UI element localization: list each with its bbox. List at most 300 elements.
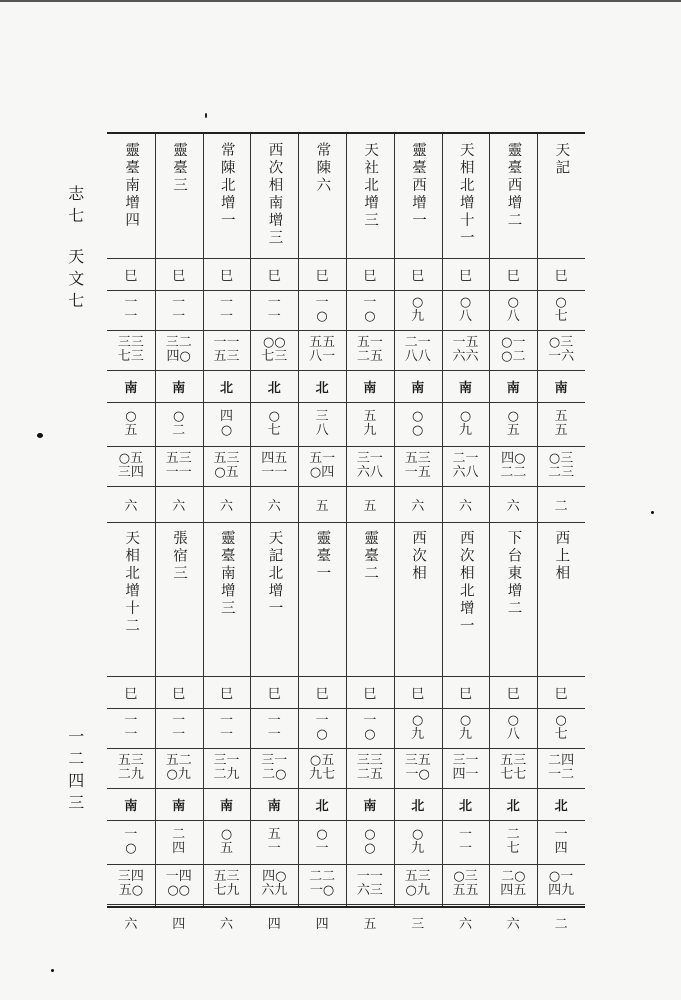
degree: ○九 [458, 713, 472, 742]
star-name: 天社北增三 [362, 142, 379, 230]
latitude-minutes-seconds-cell [442, 446, 490, 486]
star-name: 西上相 [553, 530, 570, 583]
latitude-minutes-seconds: 五三一一 [165, 451, 192, 480]
degree: 一○ [315, 713, 329, 742]
direction: 南 [411, 380, 425, 396]
minutes-seconds: 三五一○ [404, 753, 431, 782]
magnitude-cell [250, 904, 298, 940]
star-name: 靈臺西增二 [505, 142, 522, 230]
latitude-minutes-seconds-cell [107, 446, 155, 486]
direction-cell [394, 370, 442, 402]
degree-cell [107, 290, 155, 330]
direction-cell [537, 370, 585, 402]
magnitude-cell [203, 904, 251, 940]
month-mark: 巳 [219, 686, 233, 702]
magnitude-cell [442, 904, 490, 940]
star-name: 靈臺南增四 [123, 142, 140, 230]
latitude-degree-cell [203, 820, 251, 864]
magnitude-cell [155, 486, 203, 522]
direction: 北 [458, 798, 472, 814]
running-head-section: 天文七 [65, 248, 85, 314]
direction-cell [203, 370, 251, 402]
magnitude-cell [203, 486, 251, 522]
star-name-cell [489, 522, 537, 676]
star-name-cell [394, 522, 442, 676]
magnitude: 四 [315, 916, 329, 932]
degree: 一一 [124, 713, 138, 742]
direction-cell [442, 788, 490, 820]
star-name: 天記北增一 [266, 530, 283, 618]
latitude-minutes-seconds: 三四五○ [117, 869, 144, 898]
direction: 北 [554, 798, 568, 814]
degree-cell [298, 708, 346, 748]
degree: ○七 [554, 295, 568, 324]
latitude-degree: 四○ [219, 409, 233, 438]
direction-cell [155, 788, 203, 820]
magnitude-cell [107, 486, 155, 522]
latitude-minutes-seconds-cell [394, 864, 442, 904]
degree: 一○ [363, 295, 377, 324]
minutes-seconds: 五三二九 [117, 753, 144, 782]
minutes-seconds: ○五九七 [309, 753, 336, 782]
minutes-seconds: 三二四○ [165, 335, 192, 364]
direction: 南 [172, 798, 186, 814]
month-mark: 巳 [554, 268, 568, 284]
star-name-cell [250, 134, 298, 258]
latitude-minutes-seconds: 三一六八 [356, 451, 383, 480]
latitude-minutes-seconds-cell [489, 446, 537, 486]
star-name: 天相北增十二 [123, 530, 140, 635]
minutes-seconds-cell [394, 748, 442, 788]
minutes-seconds-cell [346, 748, 394, 788]
latitude-minutes-seconds-cell [203, 864, 251, 904]
direction-cell [298, 788, 346, 820]
latitude-minutes-seconds: 五三○五 [213, 451, 240, 480]
magnitude-cell [250, 486, 298, 522]
latitude-minutes-seconds-cell [394, 446, 442, 486]
latitude-degree: 五九 [363, 409, 377, 438]
magnitude: 五 [363, 916, 377, 932]
star-name: 張宿三 [170, 530, 187, 583]
latitude-degree-cell [155, 402, 203, 446]
degree: 一○ [315, 295, 329, 324]
star-name-cell [203, 522, 251, 676]
direction: 南 [124, 798, 138, 814]
latitude-minutes-seconds: 五三○九 [404, 869, 431, 898]
ink-speck [205, 113, 207, 118]
direction: 南 [363, 380, 377, 396]
minutes-seconds-cell [537, 330, 585, 370]
magnitude: 二 [554, 916, 568, 932]
minutes-seconds-cell [250, 748, 298, 788]
minutes-seconds: 三一四一 [452, 753, 479, 782]
direction: 南 [458, 380, 472, 396]
direction: 北 [411, 798, 425, 814]
star-name: 西次相南增三 [266, 142, 283, 247]
month-mark-cell [442, 258, 490, 290]
month-mark: 巳 [124, 268, 138, 284]
minutes-seconds-cell [537, 748, 585, 788]
latitude-degree: ○九 [411, 827, 425, 856]
latitude-minutes-seconds: ○三五五 [452, 869, 479, 898]
magnitude-cell [298, 486, 346, 522]
latitude-minutes-seconds: 一四○○ [165, 869, 192, 898]
degree: 一一 [267, 295, 281, 324]
direction-cell [346, 370, 394, 402]
direction-cell [298, 370, 346, 402]
month-mark-cell [537, 258, 585, 290]
minutes-seconds-cell [107, 748, 155, 788]
minutes-seconds-cell [155, 330, 203, 370]
magnitude: 六 [219, 498, 233, 514]
degree-cell [394, 290, 442, 330]
latitude-degree-cell [442, 820, 490, 864]
degree: ○九 [411, 713, 425, 742]
minutes-seconds: 三一二○ [261, 753, 288, 782]
degree: 一一 [172, 295, 186, 324]
top-border-line [0, 0, 681, 2]
latitude-degree: ○七 [267, 409, 281, 438]
magnitude-cell [394, 486, 442, 522]
latitude-degree-cell [489, 402, 537, 446]
latitude-minutes-seconds: ○一四九 [548, 869, 575, 898]
minutes-seconds-cell [346, 330, 394, 370]
magnitude: 五 [363, 498, 377, 514]
month-mark: 巳 [267, 686, 281, 702]
minutes-seconds-cell [107, 330, 155, 370]
degree-cell [537, 290, 585, 330]
degree: 一一 [219, 295, 233, 324]
minutes-seconds-cell [298, 748, 346, 788]
magnitude: 六 [458, 916, 472, 932]
magnitude-cell [346, 486, 394, 522]
latitude-minutes-seconds: ○三二三 [548, 451, 575, 480]
magnitude-cell [537, 486, 585, 522]
latitude-minutes-seconds: 五三一五 [404, 451, 431, 480]
magnitude: 六 [172, 498, 186, 514]
latitude-degree: 二四 [172, 827, 186, 856]
month-mark: 巳 [267, 268, 281, 284]
star-name-cell [155, 522, 203, 676]
minutes-seconds: ○○七三 [261, 335, 288, 364]
magnitude: 三 [411, 916, 425, 932]
direction-cell [346, 788, 394, 820]
degree: ○七 [554, 713, 568, 742]
direction: 北 [219, 380, 233, 396]
latitude-minutes-seconds-cell [442, 864, 490, 904]
star-name-cell [537, 522, 585, 676]
latitude-degree-cell [394, 402, 442, 446]
minutes-seconds: 三三二五 [356, 753, 383, 782]
latitude-minutes-seconds-cell [155, 446, 203, 486]
magnitude: 五 [315, 498, 329, 514]
month-mark: 巳 [506, 686, 520, 702]
star-name-cell [155, 134, 203, 258]
star-name-cell [346, 134, 394, 258]
month-mark: 巳 [411, 686, 425, 702]
magnitude-cell [107, 904, 155, 940]
degree-cell [394, 708, 442, 748]
month-mark-cell [107, 258, 155, 290]
month-mark-cell [250, 258, 298, 290]
direction-cell [537, 788, 585, 820]
month-mark: 巳 [506, 268, 520, 284]
month-mark-cell [394, 258, 442, 290]
minutes-seconds: 一五六六 [452, 335, 479, 364]
latitude-minutes-seconds: 四○二二 [500, 451, 527, 480]
star-catalogue-table [107, 132, 585, 932]
direction-cell [394, 788, 442, 820]
latitude-degree: ○五 [124, 409, 138, 438]
month-mark: 巳 [458, 268, 472, 284]
latitude-degree: 一一 [458, 827, 472, 856]
minutes-seconds: 一一五三 [213, 335, 240, 364]
latitude-degree-cell [203, 402, 251, 446]
direction: 北 [267, 380, 281, 396]
degree: 一一 [267, 713, 281, 742]
minutes-seconds-cell [250, 330, 298, 370]
degree-cell [250, 708, 298, 748]
star-name: 常陳北增一 [218, 142, 235, 230]
latitude-degree-cell [537, 402, 585, 446]
month-mark-cell [442, 676, 490, 708]
month-mark: 巳 [315, 268, 329, 284]
star-name: 天相北增十一 [457, 142, 474, 247]
latitude-degree-cell [298, 402, 346, 446]
star-name-cell [394, 134, 442, 258]
month-mark-cell [155, 676, 203, 708]
direction-cell [442, 370, 490, 402]
month-mark-cell [489, 258, 537, 290]
degree: ○九 [411, 295, 425, 324]
latitude-minutes-seconds-cell [298, 446, 346, 486]
month-mark-cell [298, 676, 346, 708]
latitude-minutes-seconds: 四五一一 [261, 451, 288, 480]
magnitude-cell [298, 904, 346, 940]
star-name-cell [489, 134, 537, 258]
magnitude-cell [489, 486, 537, 522]
magnitude-cell [442, 486, 490, 522]
latitude-degree-cell [346, 820, 394, 864]
magnitude: 六 [267, 498, 281, 514]
latitude-degree: ○五 [219, 827, 233, 856]
star-name: 靈臺一 [314, 530, 331, 583]
latitude-degree-cell [298, 820, 346, 864]
minutes-seconds: 二四一二 [548, 753, 575, 782]
degree-cell [489, 708, 537, 748]
latitude-minutes-seconds: ○五三四 [117, 451, 144, 480]
star-name-cell [346, 522, 394, 676]
minutes-seconds: ○三一六 [548, 335, 575, 364]
star-name: 靈臺二 [362, 530, 379, 583]
month-mark-cell [489, 676, 537, 708]
month-mark-cell [203, 258, 251, 290]
star-name-cell [298, 134, 346, 258]
minutes-seconds: 五五八一 [309, 335, 336, 364]
degree-cell [442, 290, 490, 330]
latitude-degree: 一四 [554, 827, 568, 856]
minutes-seconds: 五三七七 [500, 753, 527, 782]
latitude-minutes-seconds-cell [155, 864, 203, 904]
latitude-degree-cell [250, 820, 298, 864]
page-number: 一二四三 [65, 728, 85, 816]
latitude-degree-cell [442, 402, 490, 446]
month-mark-cell [394, 676, 442, 708]
month-mark-cell [298, 258, 346, 290]
star-name-cell [107, 134, 155, 258]
latitude-degree-cell [489, 820, 537, 864]
degree-cell [155, 708, 203, 748]
month-mark: 巳 [172, 686, 186, 702]
star-name: 靈臺南增三 [218, 530, 235, 618]
direction: 南 [124, 380, 138, 396]
minutes-seconds-cell [442, 748, 490, 788]
direction-cell [489, 370, 537, 402]
ink-speck [651, 511, 654, 514]
direction-cell [250, 370, 298, 402]
degree-cell [537, 708, 585, 748]
magnitude-cell [394, 904, 442, 940]
latitude-degree: 五五 [554, 409, 568, 438]
magnitude-cell [537, 904, 585, 940]
direction: 南 [219, 798, 233, 814]
direction-cell [107, 788, 155, 820]
ink-speck [37, 433, 43, 438]
latitude-degree-cell [250, 402, 298, 446]
star-name: 靈臺西增一 [409, 142, 426, 230]
latitude-degree: 一○ [124, 827, 138, 856]
latitude-minutes-seconds: 五一○四 [309, 451, 336, 480]
latitude-minutes-seconds: 四○六九 [261, 869, 288, 898]
latitude-minutes-seconds: 一一六三 [356, 869, 383, 898]
minutes-seconds-cell [298, 330, 346, 370]
direction: 南 [363, 798, 377, 814]
direction: 南 [267, 798, 281, 814]
month-mark: 巳 [315, 686, 329, 702]
latitude-degree: ○二 [172, 409, 186, 438]
minutes-seconds: ○一○二 [501, 335, 526, 364]
star-name-cell [442, 134, 490, 258]
month-mark: 巳 [458, 686, 472, 702]
latitude-minutes-seconds-cell [346, 446, 394, 486]
month-mark-cell [107, 676, 155, 708]
star-name: 下台東增二 [505, 530, 522, 618]
minutes-seconds: 五一二五 [356, 335, 383, 364]
latitude-minutes-seconds-cell [346, 864, 394, 904]
magnitude: 四 [267, 916, 281, 932]
magnitude: 二 [554, 498, 568, 514]
star-name-cell [442, 522, 490, 676]
direction-cell [203, 788, 251, 820]
degree-cell [442, 708, 490, 748]
month-mark-cell [250, 676, 298, 708]
degree: 一○ [363, 713, 377, 742]
degree-cell [155, 290, 203, 330]
star-name-cell [298, 522, 346, 676]
magnitude: 六 [219, 916, 233, 932]
direction: 南 [554, 380, 568, 396]
latitude-minutes-seconds-cell [250, 864, 298, 904]
magnitude-cell [346, 904, 394, 940]
degree-cell [346, 290, 394, 330]
star-name-cell [250, 522, 298, 676]
magnitude: 四 [172, 916, 186, 932]
star-name-cell [107, 522, 155, 676]
month-mark: 巳 [363, 686, 377, 702]
star-name-cell [537, 134, 585, 258]
latitude-minutes-seconds: 二一六八 [452, 451, 479, 480]
month-mark: 巳 [554, 686, 568, 702]
star-name: 常陳六 [314, 142, 331, 195]
latitude-degree-cell [394, 820, 442, 864]
magnitude-cell [489, 904, 537, 940]
latitude-degree: ○一 [315, 827, 329, 856]
latitude-minutes-seconds-cell [537, 446, 585, 486]
running-head-volume: 志七 [65, 185, 85, 229]
magnitude: 六 [458, 498, 472, 514]
latitude-minutes-seconds: 二二一○ [309, 869, 336, 898]
latitude-minutes-seconds-cell [107, 864, 155, 904]
minutes-seconds-cell [203, 330, 251, 370]
direction-cell [250, 788, 298, 820]
magnitude: 六 [124, 498, 138, 514]
star-name-cell [203, 134, 251, 258]
month-mark: 巳 [219, 268, 233, 284]
degree-cell [298, 290, 346, 330]
direction-cell [489, 788, 537, 820]
degree: 一一 [124, 295, 138, 324]
magnitude-cell [155, 904, 203, 940]
latitude-degree-cell [537, 820, 585, 864]
direction: 北 [315, 798, 329, 814]
degree-cell [203, 290, 251, 330]
month-mark-cell [346, 676, 394, 708]
star-name: 西次相北增一 [457, 530, 474, 635]
star-name: 靈臺三 [170, 142, 187, 195]
degree: ○八 [506, 295, 520, 324]
month-mark: 巳 [124, 686, 138, 702]
month-mark: 巳 [172, 268, 186, 284]
magnitude: 六 [411, 498, 425, 514]
latitude-degree: 三八 [315, 409, 329, 438]
minutes-seconds-cell [155, 748, 203, 788]
magnitude: 六 [124, 916, 138, 932]
month-mark: 巳 [411, 268, 425, 284]
latitude-minutes-seconds-cell [298, 864, 346, 904]
direction: 南 [172, 380, 186, 396]
month-mark: 巳 [363, 268, 377, 284]
minutes-seconds: 二一八八 [404, 335, 431, 364]
degree-cell [107, 708, 155, 748]
latitude-minutes-seconds-cell [203, 446, 251, 486]
minutes-seconds-cell [442, 330, 490, 370]
latitude-minutes-seconds-cell [250, 446, 298, 486]
degree-cell [346, 708, 394, 748]
degree: ○八 [506, 713, 520, 742]
latitude-minutes-seconds-cell [489, 864, 537, 904]
minutes-seconds: 三三七三 [117, 335, 144, 364]
degree: ○八 [458, 295, 472, 324]
minutes-seconds: 三一二九 [213, 753, 240, 782]
latitude-degree: ○五 [506, 409, 520, 438]
magnitude: 六 [506, 498, 520, 514]
latitude-degree-cell [346, 402, 394, 446]
minutes-seconds-cell [489, 330, 537, 370]
star-name: 天記 [553, 142, 570, 177]
minutes-seconds-cell [394, 330, 442, 370]
latitude-degree: ○○ [364, 827, 376, 856]
degree: 一一 [172, 713, 186, 742]
